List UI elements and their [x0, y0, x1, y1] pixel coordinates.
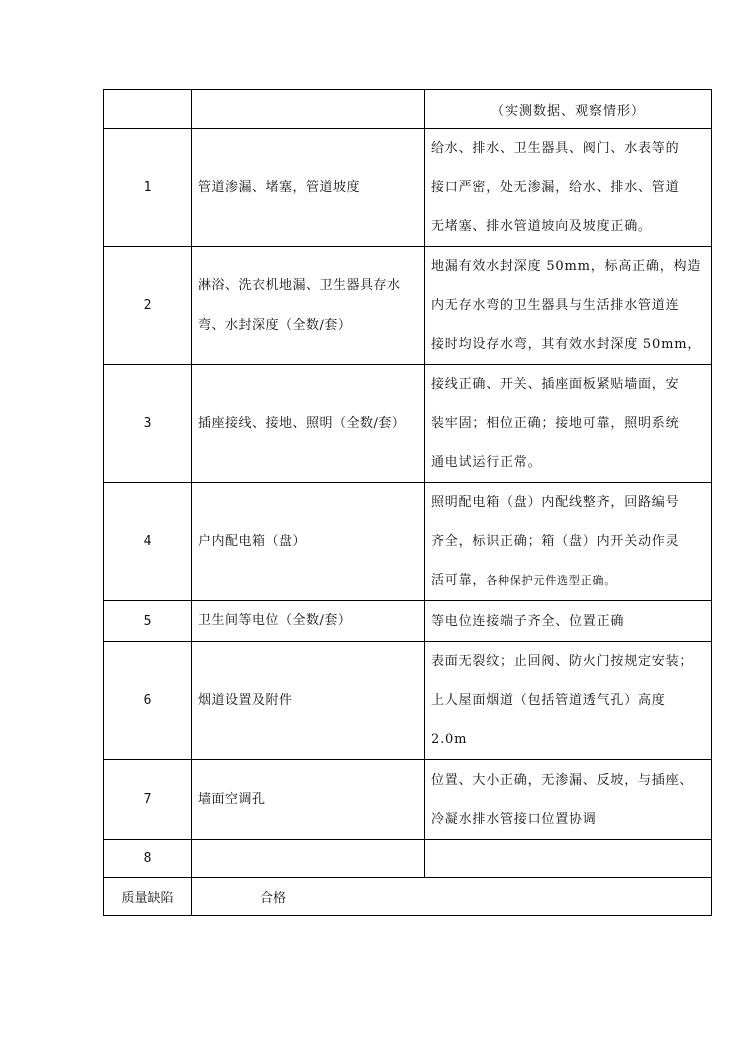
observation-small-text: 各种保护元件选型正确。 — [486, 574, 617, 587]
row-item: 烟道设置及附件 — [192, 642, 425, 760]
row-observation — [425, 129, 712, 247]
item-line: 弯、水封深度（全数/套） — [198, 317, 352, 333]
observation-line: 接口严密，处无渗漏，给水、排水、管道 — [431, 180, 680, 195]
row-observation — [425, 483, 712, 601]
header-cell-no — [104, 90, 192, 129]
table-row — [104, 601, 712, 642]
row-number: 7 — [104, 760, 192, 840]
observation-line: 接线正确、开关、插座面板紧贴墙面，安 — [431, 377, 680, 392]
row-item — [192, 247, 425, 365]
table-row — [104, 365, 712, 483]
observation-line: 表面无裂纹；止回阀、防火门按规定安装； — [431, 654, 694, 669]
row-number: 1 — [104, 129, 192, 247]
row-item: 户内配电箱（盘） — [192, 483, 425, 601]
row-number: 2 — [104, 247, 192, 365]
row-observation — [425, 642, 712, 760]
table-row — [104, 483, 712, 601]
observation-line: 2.0m — [431, 732, 468, 747]
observation-line: 通电试运行正常。 — [431, 455, 542, 470]
defect-value: 合格 — [192, 878, 712, 916]
observation-line: 装牢固；相位正确；接地可靠，照明系统 — [431, 416, 680, 431]
table-header-row — [104, 90, 712, 129]
header-cell-item — [192, 90, 425, 129]
header-cell-observation: （实测数据、观察情形） — [425, 90, 712, 129]
row-observation — [425, 840, 712, 878]
observation-line: 照明配电箱（盘）内配线整齐，回路编号 — [431, 495, 680, 510]
row-number: 4 — [104, 483, 192, 601]
observation-line: 上人屋面烟道（包括管道透气孔）高度 — [431, 693, 666, 708]
observation-line: 内无存水弯的卫生器具与生活排水管道连 — [431, 298, 680, 313]
inspection-table — [103, 89, 712, 916]
row-item: 墙面空调孔 — [192, 760, 425, 840]
row-item: 卫生间等电位（全数/套） — [192, 601, 425, 642]
observation-line: 接时均设存水弯，其有效水封深度 50mm， — [431, 337, 702, 352]
row-observation — [425, 760, 712, 840]
row-observation — [425, 365, 712, 483]
row-number: 6 — [104, 642, 192, 760]
row-number: 3 — [104, 365, 192, 483]
observation-line — [431, 561, 711, 600]
defect-label: 质量缺陷 — [104, 878, 192, 916]
row-item: 插座接线、接地、照明（全数/套） — [192, 365, 425, 483]
observation-line: 位置、大小正确，无渗漏、反坡，与插座、 — [431, 772, 694, 788]
row-item: 管道渗漏、堵塞，管道坡度 — [192, 129, 425, 247]
row-number: 8 — [104, 840, 192, 878]
defect-row — [104, 878, 712, 916]
observation-line: 地漏有效水封深度 50mm，标高正确，构造 — [431, 259, 702, 274]
table-row — [104, 129, 712, 247]
table-row — [104, 840, 712, 878]
observation-line: 给水、排水、卫生器具、阀门、水表等的 — [431, 141, 680, 156]
table-row — [104, 642, 712, 760]
observation-line: 齐全，标识正确；箱（盘）内开关动作灵 — [431, 534, 680, 549]
row-observation — [425, 247, 712, 365]
row-item — [192, 840, 425, 878]
item-line: 淋浴、洗衣机地漏、卫生器具存水 — [198, 277, 401, 293]
table-row — [104, 760, 712, 840]
observation-line: 冷凝水排水管接口位置协调 — [431, 811, 597, 827]
table-row — [104, 247, 712, 365]
row-number: 5 — [104, 601, 192, 642]
observation-text: 活可靠， — [431, 573, 487, 588]
row-observation: 等电位连接端子齐全、位置正确 — [425, 601, 712, 642]
observation-line: 无堵塞、排水管道坡向及坡度正确。 — [431, 219, 652, 234]
